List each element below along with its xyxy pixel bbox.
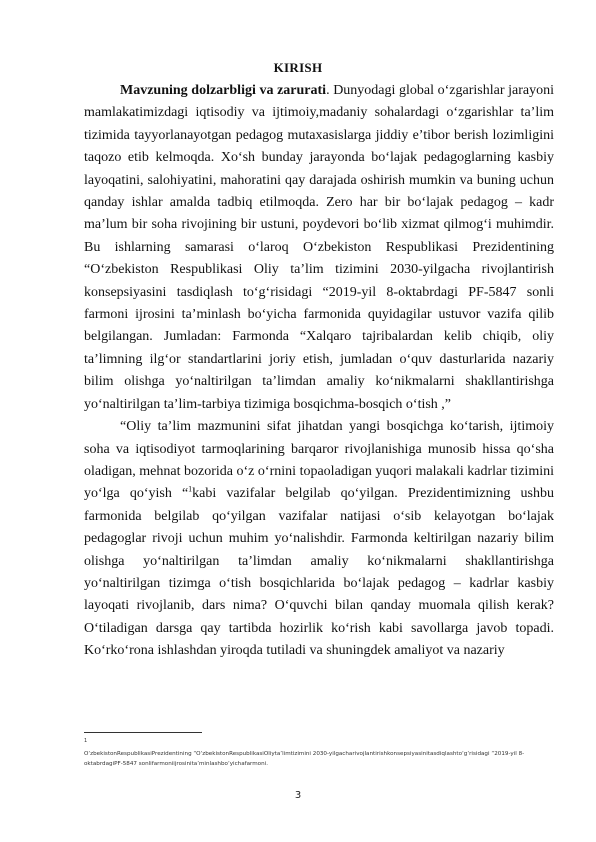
main-text (84, 80, 554, 663)
footnote-marker: 1 (84, 738, 88, 744)
paragraph-text: . Dunyodagi global o‘zgarishlar jarayoni mamlakatimizdagi iqtisodiy va ijtimoiy,madaniy sohalardagi o‘zgarishlar ta’lim tizimida tayyorlanayotgan pedagog mutaxasislarga jiddiy e’tibor berish lozimligini taqozo etib kelmoqda. Xo‘sh bunday jarayonda bo‘lajak pedagoglarning kasbiy layoqatini, salohiyatini, mahoratini qay darajada oshirish mumkin va buning uchun qanday ishlar amalda tadbiq etilmoqda. Zero har bir bo‘lajak pedagog – kadr ma’lum bir soha rivojining bir ustuni, poydevori bo‘lib xizmat qilmog‘i muhimdir. Bu ishlarning samarasi o‘laroq O‘zbekiston Respublikasi Prezidentining “O‘zbekiston Respublikasi Oliy ta’lim tizimini 2030-yilgacha rivojlantirish konsepsiyasini tasdiqlash to‘g‘risidagi “2019-yil 8-oktabrdagi PF-5847 sonli farmoni ijrosini ta’minlash bo‘yicha farmonida quyidagilar ustuvor vazifa qilib belgilangan. Jumladan: Farmonda “Xalqaro tajribalardan kelib chiqib, oliy ta’limning ilg‘or standartlarini joriy etish, jumladan o‘quv dasturlarida nazariy bilim olishga yo‘naltirilgan ta’limdan amaliy ko‘nikmalarni shakllantirishga yo‘naltirilgan ta’lim-tarbiya tizimiga bosqichma-bosqich o‘tish ,” (84, 83, 554, 412)
footnote-text: O‘zbekistonRespublikasiPrezidentining “O‘zbekistonRespublikasiOliyta’limtizimini 2030-yilgacharivojlantirishkonsepsiyasinitasdiqlashto‘g‘risidagi “2019-yil 8-oktabrdagiPF-5847 sonlifarmoniijrosinita’minlashbo‘yichafarmoni. (84, 750, 525, 767)
paragraph-relevance (84, 80, 554, 416)
footnote-divider (84, 732, 202, 733)
page-number: 3 (294, 790, 302, 801)
paragraph-quote (84, 416, 554, 662)
paragraph-text-before-ref: “Oliy ta’lim mazmunini sifat jihatdan yangi bosqichga ko‘tarish, ijtimoiy soha va iqtisodiyot tarmoqlarining barqaror rivojlanishiga munosib hissa qo‘sha oladigan, mehnat bozorida o‘z o‘rnini topaoladigan yuqori malakali kadrlar tizimini yo‘lga qo‘yish “ (84, 419, 554, 502)
footnote (84, 736, 554, 769)
footnote-reference[interactable]: 1 (188, 484, 193, 494)
paragraph-text-after-ref: kabi vazifalar belgilab qo‘yilgan. Prezidentimizning ushbu farmonida belgilab qo‘yilgan vazifalar natijasi o‘sib kelayotgan bo‘lajak pedagoglar rivoji uchun muhim yo‘nalishdir. Farmonda keltirilgan nazariy bilim olishga yo‘naltirilgan ta’limdan amaliy ko‘nikmalarni shakllantirishga yo‘naltirilgan tizimga o‘tish bosqichlarida bo‘lajak pedagog – kadrlar kasbiy layoqati rivojlanib, dars nima? O‘quvchi bilan qanday muomala qilish kerak? O‘tiladigan darsga qay tartibda hozirlik ko‘rish kabi savollarga javob topadi. Ko‘rko‘rona ishlashdan yiroqda tutiladi va shuningdek amaliyot va nazariy (84, 486, 554, 659)
section-heading: KIRISH (273, 60, 323, 75)
paragraph-lead: Mavzuning dolzarbligi va zarurati (120, 83, 327, 98)
